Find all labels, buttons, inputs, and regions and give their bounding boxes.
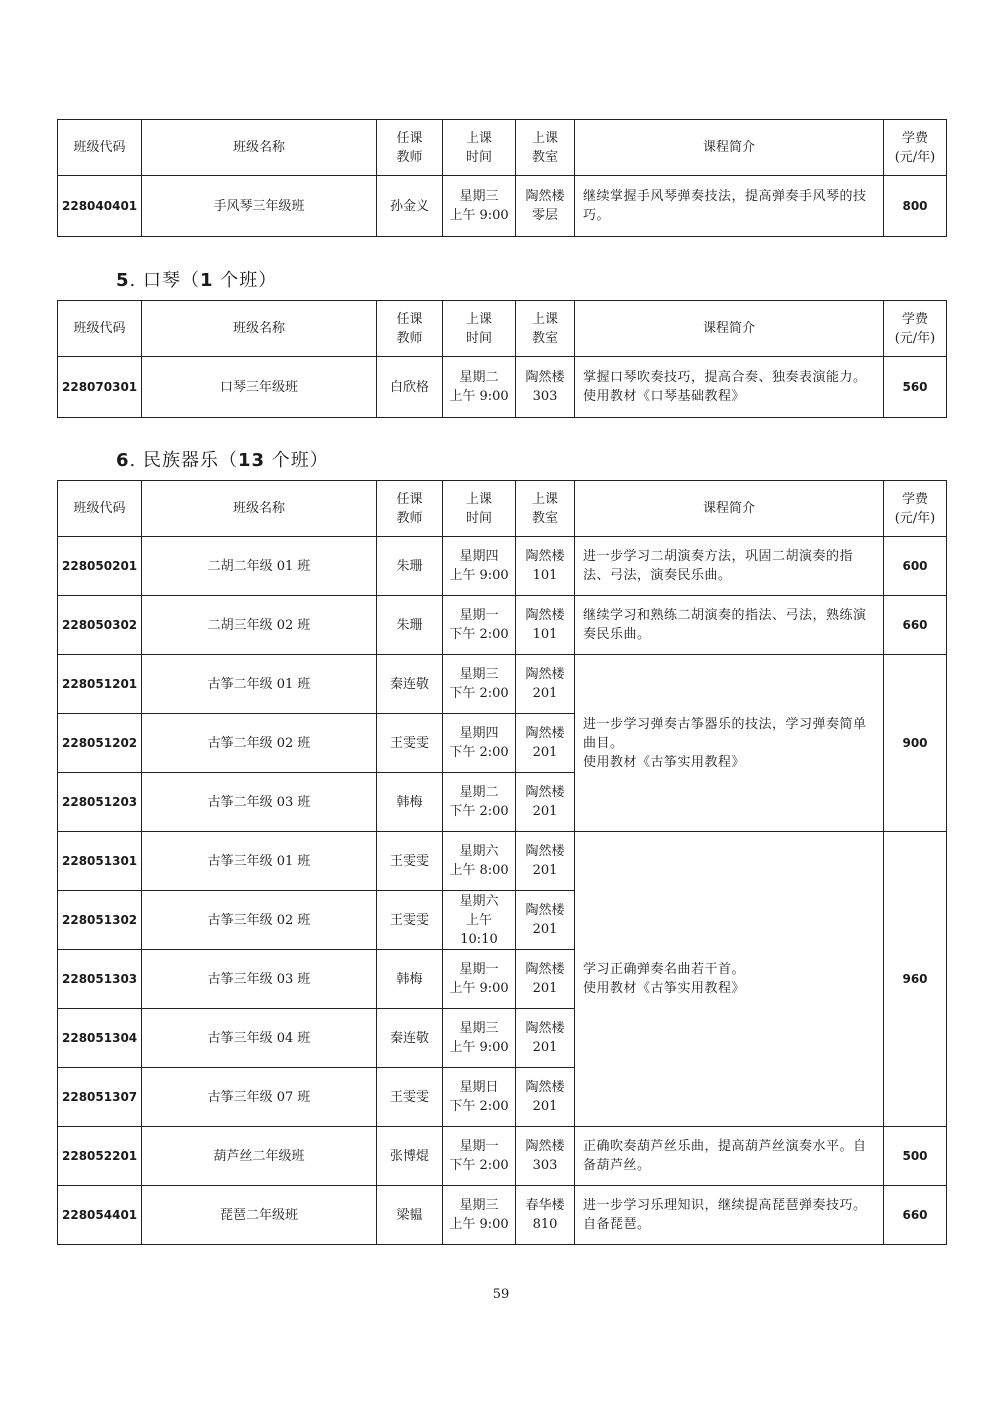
teacher: 白欣格: [377, 357, 443, 418]
class-time: 星期二 上午 9:00: [443, 357, 516, 418]
section-heading-harmonica: 5. 口琴（1 个班）: [116, 270, 278, 291]
teacher: 王雯雯: [377, 1068, 443, 1127]
class-code: 228054401: [58, 1186, 142, 1245]
header-name: 班级名称: [142, 301, 377, 357]
class-time: 星期日 下午 2:00: [443, 1068, 516, 1127]
class-time: 星期一 下午 2:00: [443, 1127, 516, 1186]
course-description-guzheng-year2: 进一步学习弹奏古筝器乐的技法，学习弹奏简单曲目。 使用教材《古筝实用教程》: [575, 655, 884, 832]
class-time: 星期一 上午 9:00: [443, 950, 516, 1009]
class-time: 星期二 下午 2:00: [443, 773, 516, 832]
classroom: 陶然楼 201: [516, 655, 575, 714]
header-room: 上课 教室: [516, 301, 575, 357]
class-code: 228051301: [58, 832, 142, 891]
fee: 600: [884, 537, 947, 596]
course-description-guzheng-year3: 学习正确弹奏名曲若干首。 使用教材《古筝实用教程》: [575, 832, 884, 1127]
class-name: 手风琴三年级班: [142, 176, 377, 237]
class-code: 228051202: [58, 714, 142, 773]
class-name: 琵琶二年级班: [142, 1186, 377, 1245]
class-time: 星期三 上午 9:00: [443, 1186, 516, 1245]
table-row: [58, 832, 947, 891]
header-fee: 学费 (元/年): [884, 481, 947, 537]
table-row: [58, 537, 947, 596]
class-time: 星期一 下午 2:00: [443, 596, 516, 655]
page-number: 59: [492, 1287, 510, 1302]
table-row: [58, 1127, 947, 1186]
fee: 500: [884, 1127, 947, 1186]
class-time: 星期四 上午 9:00: [443, 537, 516, 596]
fee: 560: [884, 357, 947, 418]
classroom: 陶然楼 303: [516, 357, 575, 418]
class-code: 228051201: [58, 655, 142, 714]
header-name: 班级名称: [142, 481, 377, 537]
table-row: [58, 655, 947, 714]
class-time: 星期三 上午 9:00: [443, 1009, 516, 1068]
classroom: 陶然楼 101: [516, 537, 575, 596]
class-code: 228051302: [58, 891, 142, 950]
header-desc: 课程简介: [575, 120, 884, 176]
course-table-harmonica: [57, 300, 947, 418]
teacher: 王雯雯: [377, 714, 443, 773]
teacher: 韩梅: [377, 773, 443, 832]
fee: 660: [884, 1186, 947, 1245]
class-name: 古筝三年级 04 班: [142, 1009, 377, 1068]
classroom: 陶然楼 201: [516, 950, 575, 1009]
course-description: 进一步学习二胡演奏方法，巩固二胡演奏的指法、弓法，演奏民乐曲。: [575, 537, 884, 596]
course-description: 进一步学习乐理知识，继续提高琵琶弹奏技巧。自备琵琶。: [575, 1186, 884, 1245]
classroom: 陶然楼 201: [516, 891, 575, 950]
header-time: 上课 时间: [443, 481, 516, 537]
classroom: 春华楼 810: [516, 1186, 575, 1245]
teacher: 朱珊: [377, 596, 443, 655]
class-name: 葫芦丝二年级班: [142, 1127, 377, 1186]
course-description: 继续学习和熟练二胡演奏的指法、弓法，熟练演奏民乐曲。: [575, 596, 884, 655]
class-time: 星期六 上午 10:10: [443, 891, 516, 950]
class-name: 古筝三年级 02 班: [142, 891, 377, 950]
class-code: 228051304: [58, 1009, 142, 1068]
header-code: 班级代码: [58, 481, 142, 537]
class-name: 古筝三年级 07 班: [142, 1068, 377, 1127]
class-name: 古筝二年级 01 班: [142, 655, 377, 714]
table-row: [58, 596, 947, 655]
fee-guzheng-year2: 900: [884, 655, 947, 832]
classroom: 陶然楼 201: [516, 1068, 575, 1127]
class-code: 228051303: [58, 950, 142, 1009]
course-description: 正确吹奏葫芦丝乐曲，提高葫芦丝演奏水平。自备葫芦丝。: [575, 1127, 884, 1186]
class-time: 星期六 上午 8:00: [443, 832, 516, 891]
teacher: 朱珊: [377, 537, 443, 596]
class-code: 228070301: [58, 357, 142, 418]
classroom: 陶然楼 303: [516, 1127, 575, 1186]
class-code: 228051203: [58, 773, 142, 832]
header-desc: 课程简介: [575, 481, 884, 537]
class-code: 228050201: [58, 537, 142, 596]
header-fee: 学费 (元/年): [884, 301, 947, 357]
class-name: 古筝二年级 02 班: [142, 714, 377, 773]
class-name: 口琴三年级班: [142, 357, 377, 418]
class-code: 228050302: [58, 596, 142, 655]
teacher: 王雯雯: [377, 832, 443, 891]
classroom: 陶然楼 201: [516, 773, 575, 832]
class-code: 228040401: [58, 176, 142, 237]
header-time: 上课 时间: [443, 120, 516, 176]
class-code: 228051307: [58, 1068, 142, 1127]
class-name: 古筝三年级 01 班: [142, 832, 377, 891]
table-header-row: [58, 481, 947, 537]
classroom: 陶然楼 101: [516, 596, 575, 655]
header-teacher: 任课 教师: [377, 120, 443, 176]
teacher: 秦连敬: [377, 655, 443, 714]
header-desc: 课程简介: [575, 301, 884, 357]
table-header-row: [58, 301, 947, 357]
classroom: 陶然楼 201: [516, 832, 575, 891]
class-time: 星期三 下午 2:00: [443, 655, 516, 714]
class-name: 二胡二年级 01 班: [142, 537, 377, 596]
header-name: 班级名称: [142, 120, 377, 176]
class-time: 星期四 下午 2:00: [443, 714, 516, 773]
classroom: 陶然楼 201: [516, 714, 575, 773]
class-name: 二胡三年级 02 班: [142, 596, 377, 655]
header-teacher: 任课 教师: [377, 301, 443, 357]
header-code: 班级代码: [58, 301, 142, 357]
class-name: 古筝二年级 03 班: [142, 773, 377, 832]
class-time: 星期三 上午 9:00: [443, 176, 516, 237]
classroom: 陶然楼 零层: [516, 176, 575, 237]
section-heading-folk-instruments: 6. 民族器乐（13 个班）: [116, 450, 329, 471]
teacher: 梁韫: [377, 1186, 443, 1245]
teacher: 秦连敬: [377, 1009, 443, 1068]
header-time: 上课 时间: [443, 301, 516, 357]
teacher: 韩梅: [377, 950, 443, 1009]
course-description: 掌握口琴吹奏技巧，提高合奏、独奏表演能力。使用教材《口琴基础教程》: [575, 357, 884, 418]
table-row: [58, 357, 947, 418]
header-room: 上课 教室: [516, 481, 575, 537]
table-row: [58, 1186, 947, 1245]
table-row: [58, 176, 947, 237]
fee: 660: [884, 596, 947, 655]
fee: 800: [884, 176, 947, 237]
header-fee: 学费 (元/年): [884, 120, 947, 176]
teacher: 王雯雯: [377, 891, 443, 950]
course-table-accordion: [57, 119, 947, 237]
teacher: 孙金义: [377, 176, 443, 237]
header-room: 上课 教室: [516, 120, 575, 176]
course-description: 继续掌握手风琴弹奏技法，提高弹奏手风琴的技巧。: [575, 176, 884, 237]
class-code: 228052201: [58, 1127, 142, 1186]
class-name: 古筝三年级 03 班: [142, 950, 377, 1009]
course-table-folk-instruments: [57, 480, 947, 1245]
header-code: 班级代码: [58, 120, 142, 176]
teacher: 张博焜: [377, 1127, 443, 1186]
header-teacher: 任课 教师: [377, 481, 443, 537]
fee-guzheng-year3: 960: [884, 832, 947, 1127]
table-header-row: [58, 120, 947, 176]
classroom: 陶然楼 201: [516, 1009, 575, 1068]
